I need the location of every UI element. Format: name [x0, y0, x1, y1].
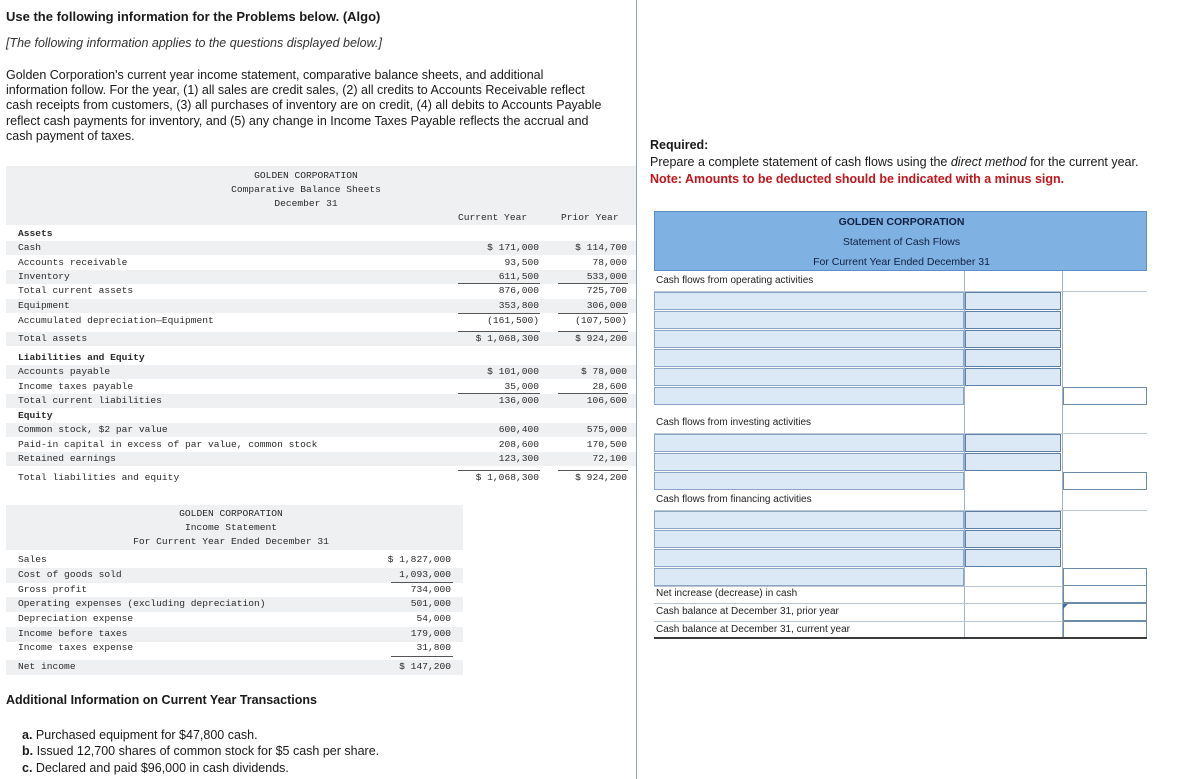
prior-year-value: 306,000 — [586, 300, 627, 311]
bs-col-current: Current Year — [458, 212, 528, 223]
current-year-value: 123,300 — [498, 453, 539, 464]
current-year-value: $ 1,068,300 — [475, 333, 539, 344]
income-statement-row — [6, 553, 463, 568]
income-statement-row — [6, 568, 463, 583]
row-value: 31,800 — [416, 642, 451, 653]
prior-balance-amount[interactable] — [1063, 603, 1147, 621]
row-label: Net income — [18, 661, 76, 672]
current-year-value: 353,800 — [498, 300, 539, 311]
line-item-description-input[interactable] — [654, 434, 964, 452]
row-label: Retained earnings — [18, 453, 116, 464]
additional-item: a. Purchased equipment for $47,800 cash. — [22, 728, 258, 742]
current-year-value: 600,400 — [498, 424, 539, 435]
balance-sheet-row — [6, 365, 636, 379]
line-item-amount-input[interactable] — [965, 549, 1061, 567]
row-label: Paid-in capital in excess of par value, common stock — [18, 439, 318, 450]
prior-year-value: 170,500 — [586, 439, 627, 450]
income-statement-row — [6, 641, 463, 656]
row-label: Liabilities and Equity — [18, 352, 145, 363]
current-balance-label: Cash balance at December 31, current year — [656, 624, 850, 635]
balance-sheet-row — [6, 256, 636, 270]
income-statement-row — [6, 597, 463, 612]
income-statement-row — [6, 583, 463, 598]
required-note: Note: Amounts to be deducted should be indicated with a minus sign. — [650, 172, 1065, 186]
cf-period: For Current Year Ended December 31 — [813, 256, 990, 268]
prior-year-value: 725,700 — [586, 285, 627, 296]
row-label: Sales — [18, 554, 47, 565]
cf-title: Statement of Cash Flows — [842, 236, 961, 248]
line-item-amount-input[interactable] — [965, 349, 1061, 367]
balance-sheet-row — [6, 227, 636, 241]
prior-year-value: 533,000 — [586, 271, 627, 282]
row-label: Operating expenses (excluding depreciation) — [18, 598, 266, 609]
net-change-label: Net increase (decrease) in cash — [656, 588, 798, 599]
subtotal-rule — [558, 331, 628, 332]
current-year-value: (161,500) — [487, 315, 539, 326]
balance-sheet-row — [6, 380, 636, 394]
subtotal-description-input[interactable] — [654, 387, 964, 405]
cash-flow-header — [654, 211, 1147, 271]
balance-sheet-row — [6, 332, 636, 346]
balance-sheet-row — [6, 351, 636, 365]
input-marker — [1063, 604, 1068, 609]
row-label: Total liabilities and equity — [18, 472, 180, 483]
income-statement-body — [6, 550, 463, 677]
current-year-value: $ 1,068,300 — [475, 472, 539, 483]
balance-sheet-row — [6, 438, 636, 452]
required-text: Prepare a complete statement of cash flows using the direct method for the current year. — [650, 155, 1139, 169]
row-value: $ 1,827,000 — [387, 554, 451, 565]
financing-activities-label: Cash flows from financing activities — [656, 494, 812, 505]
line-item-amount-input[interactable] — [965, 368, 1061, 386]
row-label: Equipment — [18, 300, 70, 311]
subtotal-rule — [458, 470, 540, 471]
row-label: Total current assets — [18, 285, 134, 296]
row-value: $ 147,200 — [399, 661, 451, 672]
row-label: Accounts receivable — [18, 257, 128, 268]
row-value: 501,000 — [410, 598, 451, 609]
additional-item: c. Declared and paid $96,000 in cash dividends. — [22, 760, 289, 775]
balance-sheet-row — [6, 299, 636, 313]
income-statement-row — [6, 612, 463, 627]
row-label: Equity — [18, 410, 53, 421]
balance-sheet-row — [6, 452, 636, 466]
balance-sheet-header — [6, 166, 636, 225]
row-label: Income taxes expense — [18, 642, 134, 653]
balance-sheet-row — [6, 471, 636, 485]
subtotal-amount-input[interactable] — [1063, 387, 1147, 405]
prior-year-value: 72,100 — [592, 453, 627, 464]
subtotal-rule — [391, 582, 453, 583]
row-label: Gross profit — [18, 584, 88, 595]
subtotal-description-input[interactable] — [654, 472, 964, 490]
current-year-value: 35,000 — [504, 381, 539, 392]
additional-item: b. Issued 12,700 shares of common stock for $5 cash per share. — [22, 744, 380, 759]
line-item-description-input[interactable] — [654, 311, 964, 329]
prior-year-value: $ 114,700 — [575, 242, 627, 253]
current-year-value: $ 171,000 — [487, 242, 539, 253]
prior-year-value: $ 924,200 — [575, 333, 627, 344]
row-label: Assets — [18, 228, 53, 239]
bs-company: GOLDEN CORPORATION — [254, 170, 358, 181]
bs-date: December 31 — [274, 198, 338, 209]
is-company: GOLDEN CORPORATION — [179, 508, 283, 519]
prior-year-value: (107,500) — [575, 315, 627, 326]
balance-sheet-row — [6, 241, 636, 255]
operating-activities-label: Cash flows from operating activities — [656, 275, 814, 286]
row-label: Depreciation expense — [18, 613, 134, 624]
double-underline — [654, 637, 1147, 639]
problem-title: Use the following information for the Problems below. (Algo) — [6, 9, 381, 24]
line-item-amount-input[interactable] — [965, 311, 1061, 329]
balance-sheet-row — [6, 409, 636, 423]
row-label: Total assets — [18, 333, 88, 344]
line-item-amount-input[interactable] — [965, 434, 1061, 452]
subtotal-rule — [458, 283, 540, 284]
row-label: Inventory — [18, 271, 70, 282]
problem-paragraph: Golden Corporation's current year income statement, comparative balance sheets, and additional information follow. For the year, (1) all sales are credit sales, (2) all credits to Accounts Receivable reflect cash receipts from customers, (3) all purchases of inventory are on credit, (4) all debits to Accounts Payable reflect cash payments for inventory, and (5) any change in Income Taxes Payable reflects the accrual and cash payment of taxes. — [6, 68, 602, 143]
additional-info-list — [22, 727, 379, 776]
net-change-amount[interactable] — [1063, 585, 1147, 603]
row-label: Accounts payable — [18, 366, 111, 377]
line-item-description-input[interactable] — [654, 368, 964, 386]
subtotal-amount-input[interactable] — [1063, 472, 1147, 490]
row-value: 179,000 — [410, 628, 451, 639]
balance-sheet-body — [6, 225, 636, 488]
current-year-value: 611,500 — [498, 271, 539, 282]
prior-year-value: $ 78,000 — [580, 366, 627, 377]
current-year-value: 876,000 — [498, 285, 539, 296]
income-statement-row — [6, 660, 463, 675]
balance-sheet-row — [6, 314, 636, 328]
line-item-description-input[interactable] — [654, 349, 964, 367]
line-item-description-input[interactable] — [654, 453, 964, 471]
subtotal-rule — [558, 313, 628, 314]
prior-year-value: 106,600 — [586, 395, 627, 406]
line-item-description-input[interactable] — [654, 530, 964, 548]
answer-panel — [650, 0, 1195, 779]
current-year-value: 136,000 — [498, 395, 539, 406]
additional-info-title: Additional Information on Current Year Transactions — [6, 693, 317, 707]
bs-col-prior: Prior Year — [561, 212, 619, 223]
line-item-description-input[interactable] — [654, 292, 964, 310]
subtotal-rule — [558, 393, 628, 394]
cf-company: GOLDEN CORPORATION — [838, 216, 965, 228]
bs-title: Comparative Balance Sheets — [231, 184, 381, 195]
prior-year-value: 575,000 — [586, 424, 627, 435]
subtotal-rule — [458, 393, 540, 394]
investing-activities-label: Cash flows from investing activities — [656, 417, 812, 428]
row-label: Income before taxes — [18, 628, 128, 639]
line-item-description-input[interactable] — [654, 330, 964, 348]
current-year-value: 93,500 — [504, 257, 539, 268]
balance-sheet — [6, 166, 636, 488]
prior-year-value: $ 924,200 — [575, 472, 627, 483]
current-year-value: $ 101,000 — [487, 366, 539, 377]
income-statement-row — [6, 627, 463, 642]
row-value: 734,000 — [410, 584, 451, 595]
required-title: Required: — [650, 138, 709, 152]
line-item-description-input[interactable] — [654, 511, 964, 529]
subtotal-rule — [558, 470, 628, 471]
balance-sheet-row — [6, 423, 636, 437]
line-item-amount-input[interactable] — [965, 453, 1061, 471]
balance-sheet-row — [6, 284, 636, 298]
row-label: Common stock, $2 par value — [18, 424, 168, 435]
row-label: Total current liabilities — [18, 395, 162, 406]
line-item-amount-input[interactable] — [965, 530, 1061, 548]
line-item-amount-input[interactable] — [965, 330, 1061, 348]
prior-year-value: 78,000 — [592, 257, 627, 268]
subtotal-rule — [458, 313, 540, 314]
income-statement — [6, 505, 463, 677]
subtotal-amount-input[interactable] — [1063, 568, 1147, 586]
subtotal-rule — [458, 331, 540, 332]
row-label: Cost of goods sold — [18, 569, 122, 580]
is-period: For Current Year Ended December 31 — [133, 536, 329, 547]
prior-year-value: 28,600 — [592, 381, 627, 392]
line-item-amount-input[interactable] — [965, 292, 1061, 310]
row-label: Income taxes payable — [18, 381, 134, 392]
line-item-description-input[interactable] — [654, 549, 964, 567]
row-value: 1,093,000 — [399, 569, 451, 580]
is-title: Income Statement — [184, 522, 278, 533]
subtotal-rule — [391, 656, 453, 657]
current-year-value: 208,600 — [498, 439, 539, 450]
balance-sheet-row — [6, 394, 636, 408]
row-value: 54,000 — [416, 613, 451, 624]
row-label: Cash — [18, 242, 42, 253]
subtotal-rule — [558, 283, 628, 284]
income-statement-header — [6, 505, 463, 550]
problem-subtitle: [The following information applies to the questions displayed below.] — [6, 36, 382, 50]
row-label: Accumulated depreciation—Equipment — [18, 315, 214, 326]
prior-balance-label: Cash balance at December 31, prior year — [656, 606, 839, 617]
subtotal-description-input[interactable] — [654, 568, 964, 586]
balance-sheet-row — [6, 270, 636, 284]
line-item-amount-input[interactable] — [965, 511, 1061, 529]
